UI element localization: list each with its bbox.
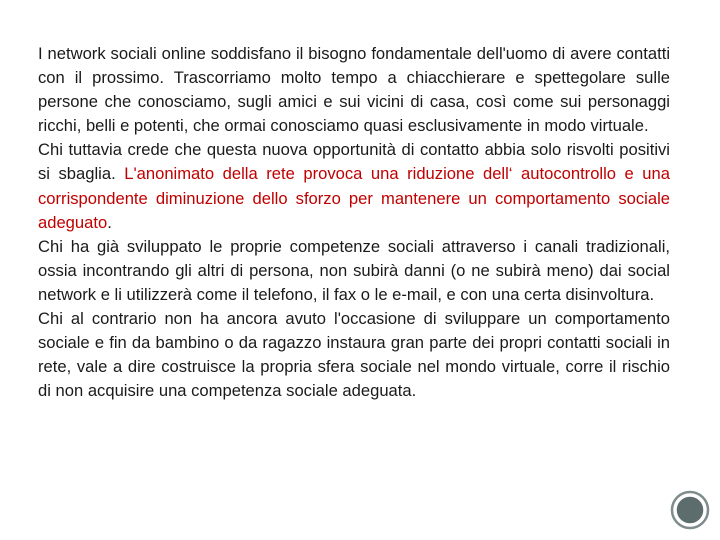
paragraph-2-end: . <box>107 212 112 232</box>
paragraph-4: Chi al contrario non ha ancora avuto l'occasione di sviluppare un comportamento sociale e fin da bambino o da ragazzo instaura gran parte dei propri contatti sociali in rete, vale a dire costruisce la propria sfera sociale nel mondo virtuale, corre il rischio di non acquisire una competenza sociale adeguata. <box>38 309 670 401</box>
slide-nav-circle-icon[interactable] <box>670 490 710 530</box>
paragraph-1: I network sociali online soddisfano il bisogno fondamentale dell'uomo di avere contatti con il prossimo. Trascorriamo molto tempo a chiacchierare e spettegolare sulle persone che conosciamo, sugli amici e sui vicini di casa, così come sui personaggi ricchi, belli e potenti, che ormai conosciamo quasi esclusivamente in modo virtuale. <box>38 44 670 136</box>
paragraph-2-highlight: L'anonimato della rete provoca una riduzione dell‘ autocontrollo e una corrispondente diminuzione dello sforzo per mantenere un comportamento sociale adeguato <box>38 164 670 232</box>
slide-text-body <box>38 42 670 403</box>
paragraph-3: Chi ha già sviluppato le proprie competenze sociali attraverso i canali tradizionali, ossia incontrando gli altri di persona, non subirà danni (o ne subirà meno) dai social network e li utilizzerà come il telefono, il fax o le e-mail, e con una certa disinvoltura. <box>38 236 670 304</box>
paragraph-2 <box>38 138 670 234</box>
paragraph-2-intro: Chi tuttavia crede che questa nuova opportunità di contatto abbia solo risvolti positivi si sbaglia. <box>38 140 670 184</box>
